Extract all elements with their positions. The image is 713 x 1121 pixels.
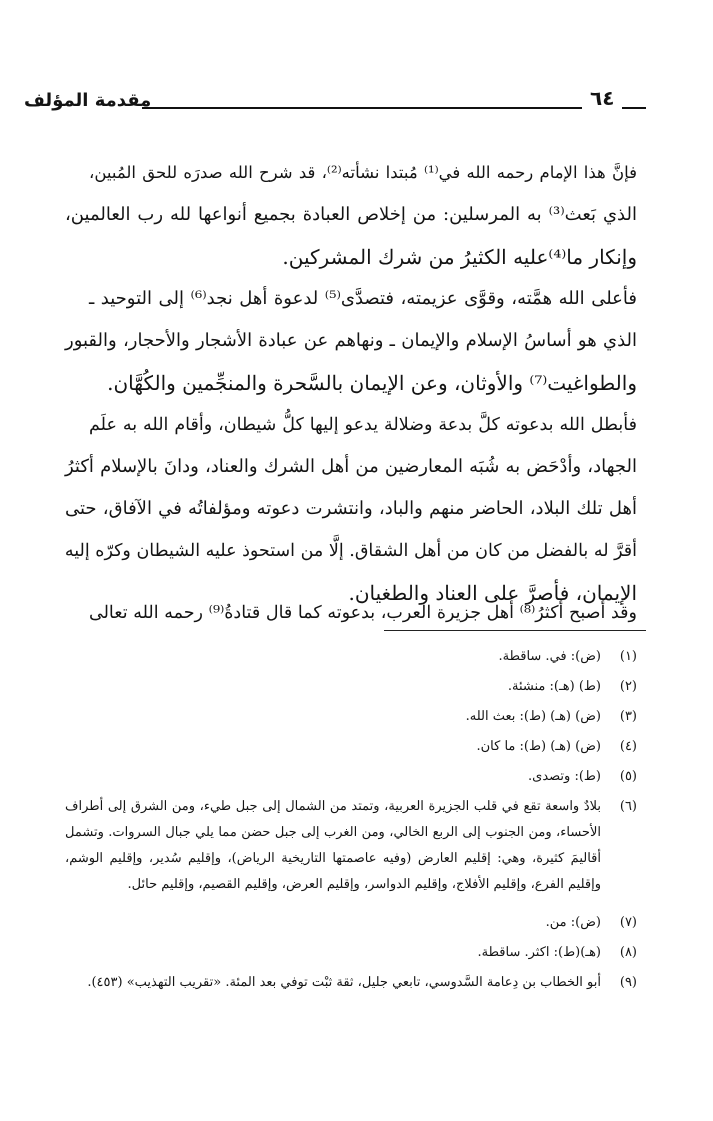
body-line: والطواغيت⁽⁷⁾ والأوثان، وعن الإيمان بالسَّحرة والمنجِّمين والكُهَّان. — [107, 371, 637, 395]
body-line: الذي بَعث⁽³⁾ به المرسلين: من إخلاص العبادة بجميع أنواعها لله رب العالمين، — [65, 204, 637, 225]
footnote — [65, 704, 637, 730]
footnote-text: (هـ)(ط): اكثر. ساقطة. — [477, 945, 601, 960]
footnote-text: (ض) (هـ) (ط): بعث الله. — [465, 709, 601, 724]
footnote-number: (٨) — [619, 945, 637, 960]
body-line: فأبطل الله بدعوته كلَّ بدعة وضلالة يدعو إليها كلُّ شيطان، وأقام الله به علَم — [89, 415, 637, 435]
footnote — [65, 910, 637, 936]
footnote — [65, 644, 637, 670]
footnote — [65, 794, 637, 898]
footnote-number: (٧) — [619, 915, 637, 930]
body-line: وقد أصبح أكثرُ⁽⁸⁾ أهل جزيرة العرب، بدعوته كما قال قتادةُ⁽⁹⁾ رحمه الله تعالى — [89, 603, 637, 623]
footnote-text: (ط): وتصدى. — [528, 769, 601, 784]
footnote-number: (٥) — [619, 769, 637, 784]
footnote — [65, 940, 637, 966]
body-line: الذي هو أساسُ الإسلام والإيمان ـ ونهاهم عن عبادة الأشجار والأحجار، والقبور — [65, 330, 637, 351]
body-line: وإنكار ما⁽⁴⁾عليه الكثيرُ من شرك المشركين. — [282, 245, 637, 269]
body-line: أهل تلك البلاد، الحاضر منهم والباد، وانتشرت دعوته ومؤلفاتُه في الآفاق، حتى — [65, 498, 637, 519]
footnote-separator — [384, 630, 646, 631]
footnote — [65, 674, 637, 700]
body-line: الإيمان، فأصرَّ على العناد والطغيان. — [348, 581, 637, 605]
footnote-number: (٣) — [619, 709, 637, 724]
footnote-number: (١) — [619, 649, 637, 664]
footnote — [65, 970, 637, 996]
body-line: الجهاد، وأدْحَض به شُبَه المعارضين من أهل الشرك والعناد، ودانَ بالإسلام أكثرُ — [65, 456, 637, 477]
footnote-number: (٩) — [619, 975, 637, 990]
footnote-number: (٦) — [619, 799, 637, 814]
footnote-text: (ض): من. — [545, 915, 601, 930]
body-line: أقرَّ له بالفضل من كان من أهل الشقاق. إلَّا من استحوذ عليه الشيطان وكرّه إليه — [64, 541, 637, 561]
body-line: فإنَّ هذا الإمام رحمه الله في⁽¹⁾ مُبتدا نشأته⁽²⁾، قد شرح الله صدرَه للحق المُبين، — [89, 163, 637, 182]
chapter-title: مقدمة المؤلف — [24, 90, 152, 111]
footnote-text: بلادٌ واسعة تقع في قلب الجزيرة العربية، وتمتد من الشمال إلى جبل طيء، ومن الشرق إلى أطراف الأحساء، ومن الجنوب إلى الربع الخالي، ومن الغرب إلى جبل حضن مما يلي جبال السروات. وتشمل أقاليمَ كثيرة، وهي: إقليم العارض (وفيه عاصمتها التاريخية الرياض)، وإقليم سُدير، وإقليم الوشم، وإقليم الفرع، وإقليم الأفلاج، وإقليم الدواسر، وإقليم العرض، وإقليم القصيم، وإقليم حائل. — [65, 799, 601, 892]
page-number: ٦٤ — [590, 86, 615, 110]
header-rule — [142, 107, 582, 109]
footnote-text: (ض) (هـ) (ط): ما كان. — [476, 739, 601, 754]
footnote-number: (٢) — [619, 679, 637, 694]
page-number-dash — [622, 107, 646, 109]
footnote — [65, 734, 637, 760]
footnote-text: (ض): في. ساقطة. — [498, 649, 601, 664]
footnote-text: (ط) (هـ): منشئة. — [507, 679, 601, 694]
footnote-text: أبو الخطاب بن دِعامة السَّدوسي، تابعي جليل، ثقة ثبْت توفي بعد المئة. «تقريب التهذيب» (٤٥٣). — [87, 975, 601, 990]
body-line: فأعلى الله همَّته، وقوَّى عزيمته، فتصدَّى⁽⁵⁾ لدعوة أهل نجد⁽⁶⁾ إلى التوحيد ـ — [89, 288, 637, 309]
footnote — [65, 764, 637, 790]
footnote-number: (٤) — [619, 739, 637, 754]
running-header — [24, 86, 644, 116]
